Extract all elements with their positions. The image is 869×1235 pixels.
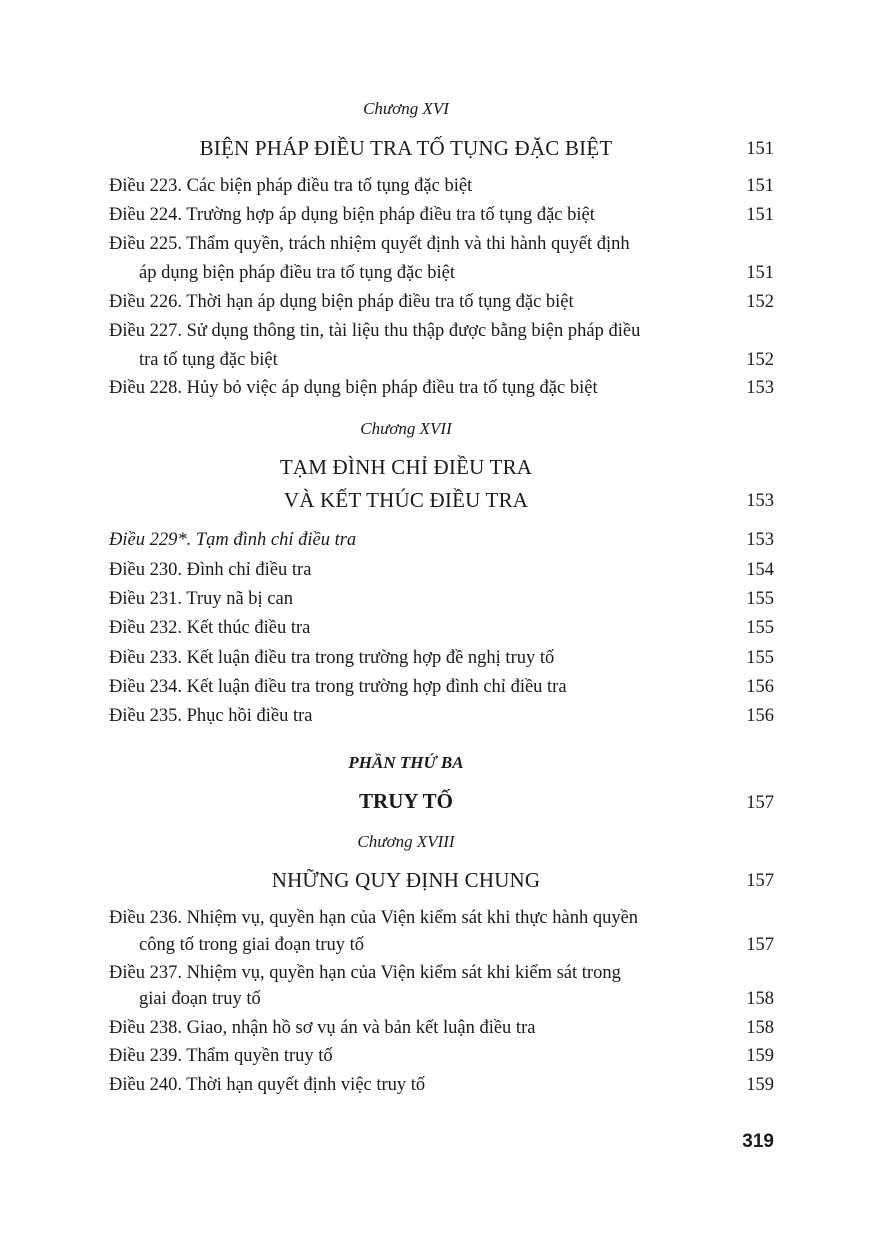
toc-entry-238: Điều 238. Giao, nhận hồ sơ vụ án và bản kết luận điều tra (109, 1018, 536, 1038)
toc-entry-228: Điều 228. Hủy bỏ việc áp dụng biện pháp điều tra tố tụng đặc biệt (109, 378, 598, 398)
toc-page-236: 157 (746, 935, 774, 955)
page-number: 319 (742, 1131, 774, 1152)
toc-entry-226: Điều 226. Thời hạn áp dụng biện pháp điều tra tố tụng đặc biệt (109, 292, 574, 312)
toc-page-240: 159 (746, 1075, 774, 1095)
toc-entry-237-cont: giai đoạn truy tố (139, 989, 261, 1009)
chapter-17-title-line-2: VÀ KẾT THÚC ĐIỀU TRA (283, 488, 529, 512)
toc-entry-230: Điều 230. Đình chỉ điều tra (109, 560, 312, 580)
chapter-17-title-line-1: TẠM ĐÌNH CHỈ ĐIỀU TRA (279, 455, 533, 479)
toc-page-224: 151 (746, 205, 774, 225)
toc-page-239: 159 (746, 1046, 774, 1066)
chapter-18-label: Chương XVIII (357, 832, 455, 851)
toc-entry-236: Điều 236. Nhiệm vụ, quyền hạn của Viện kiểm sát khi thực hành quyền (109, 908, 639, 928)
toc-entry-233: Điều 233. Kết luận điều tra trong trường hợp đề nghị truy tố (109, 648, 555, 668)
chapter-18-title: NHỮNG QUY ĐỊNH CHUNG (271, 868, 541, 892)
toc-page-227: 152 (746, 350, 774, 370)
chapter-16-label: Chương XVI (363, 99, 449, 118)
toc-entry-235: Điều 235. Phục hồi điều tra (109, 706, 313, 726)
part-3-page: 157 (746, 793, 774, 813)
toc-entry-224: Điều 224. Trường hợp áp dụng biện pháp điều tra tố tụng đặc biệt (109, 205, 595, 225)
toc-entry-234: Điều 234. Kết luận điều tra trong trường hợp đình chỉ điều tra (109, 677, 567, 697)
toc-entry-225-cont: áp dụng biện pháp điều tra tố tụng đặc biệt (139, 263, 455, 283)
toc-entry-239: Điều 239. Thẩm quyền truy tố (109, 1046, 333, 1066)
toc-entry-229: Điều 229*. Tạm đình chỉ điều tra (109, 530, 357, 550)
toc-page-233: 155 (746, 648, 774, 668)
part-3-title: TRUY TỐ (359, 789, 453, 813)
chapter-18-page: 157 (746, 871, 774, 891)
toc-entry-232: Điều 232. Kết thúc điều tra (109, 618, 311, 638)
chapter-17-page: 153 (746, 491, 774, 511)
part-3-label: PHẦN THỨ BA (348, 753, 464, 772)
toc-entry-237: Điều 237. Nhiệm vụ, quyền hạn của Viện kiểm sát khi kiểm sát trong (109, 963, 621, 983)
toc-entry-225: Điều 225. Thẩm quyền, trách nhiệm quyết định và thi hành quyết định (109, 234, 630, 254)
toc-page-223: 151 (746, 176, 774, 196)
toc-page-229: 153 (746, 530, 774, 550)
toc-entry-223: Điều 223. Các biện pháp điều tra tố tụng đặc biệt (109, 176, 473, 196)
toc-entry-227: Điều 227. Sử dụng thông tin, tài liệu thu thập được bằng biện pháp điều (109, 321, 641, 341)
toc-page-230: 154 (746, 560, 774, 580)
chapter-16-title: BIỆN PHÁP ĐIỀU TRA TỐ TỤNG ĐẶC BIỆT (199, 136, 613, 160)
toc-entry-231: Điều 231. Truy nã bị can (109, 589, 293, 609)
toc-page-237: 158 (746, 989, 774, 1009)
toc-page-226: 152 (746, 292, 774, 312)
toc-page-225: 151 (746, 263, 774, 283)
toc-entry-227-cont: tra tố tụng đặc biệt (139, 350, 278, 370)
toc-page-232: 155 (746, 618, 774, 638)
chapter-17-label: Chương XVII (360, 419, 452, 438)
toc-entry-240: Điều 240. Thời hạn quyết định việc truy tố (109, 1075, 426, 1095)
chapter-16-page: 151 (746, 139, 774, 159)
toc-page-238: 158 (746, 1018, 774, 1038)
toc-page-235: 156 (746, 706, 774, 726)
toc-page-228: 153 (746, 378, 774, 398)
toc-page-234: 156 (746, 677, 774, 697)
toc-page-231: 155 (746, 589, 774, 609)
toc-entry-236-cont: công tố trong giai đoạn truy tố (139, 935, 365, 955)
